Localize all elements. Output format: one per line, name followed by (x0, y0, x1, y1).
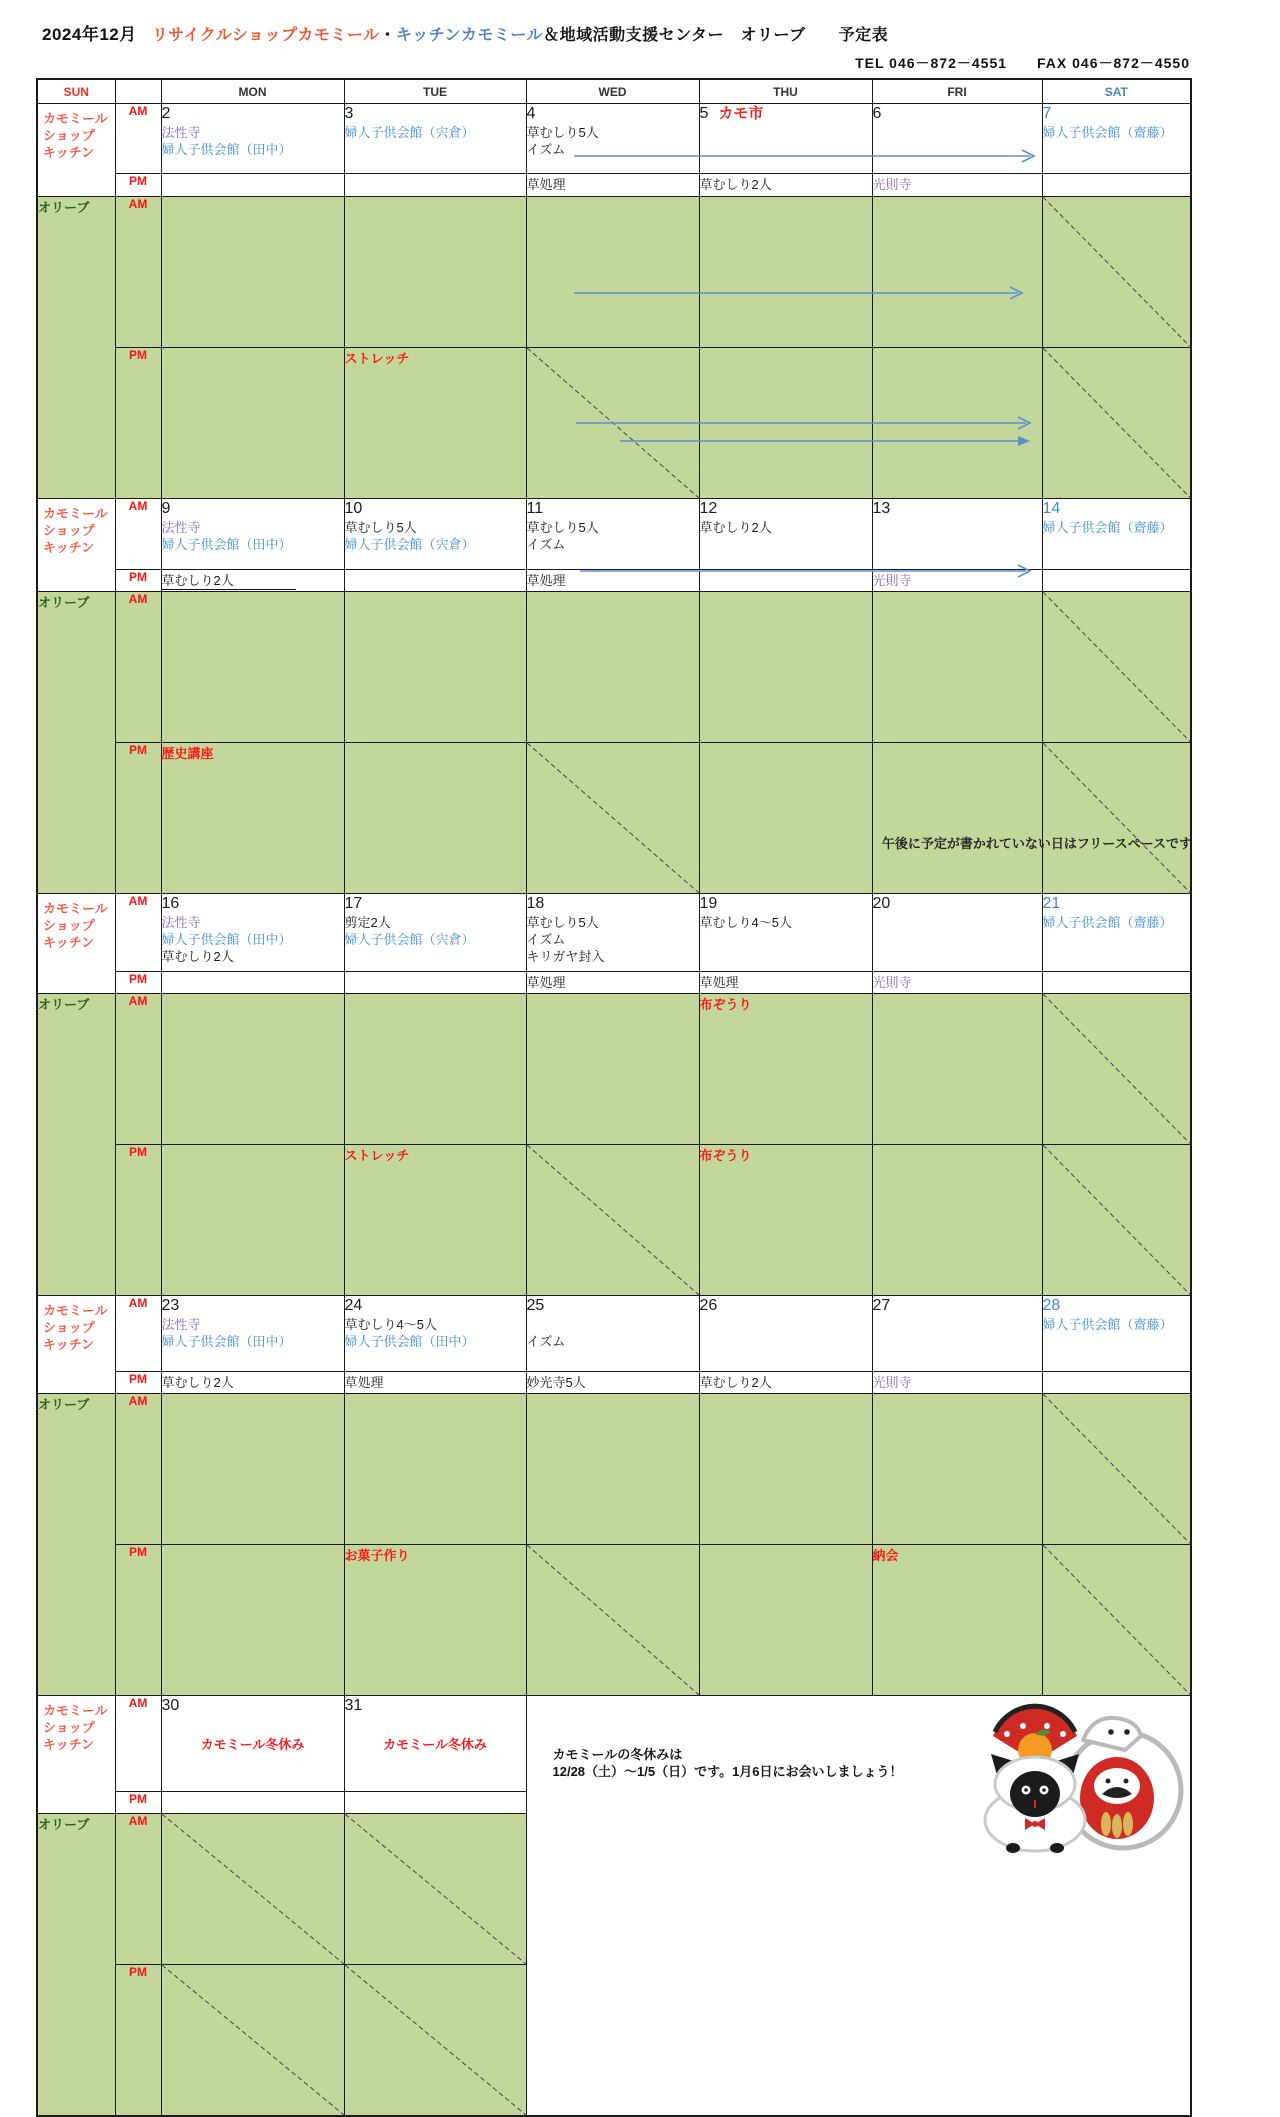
cell-w4-fri-pm: 光則寺 (872, 1372, 1042, 1394)
cell-w1-wed-olive-am (526, 197, 699, 348)
closed-diagonal-line (1043, 743, 1191, 893)
cell-w3-thu-olive-pm: 布ぞうり (699, 1145, 872, 1296)
pm-label: PM (115, 348, 161, 499)
cell-w2-mon-olive-pm: 歴史講座 (161, 743, 344, 894)
header-mon: MON (161, 79, 344, 104)
cell-w5-tue-am: 31 カモミール冬休み (344, 1696, 526, 1792)
closed-diagonal-line (345, 1814, 526, 1964)
header-sat: SAT (1042, 79, 1191, 104)
closed-cell-w3-sat-olive-pm (1042, 1145, 1191, 1296)
cell-w1-wed-pm: 草処理 (526, 174, 699, 197)
cell-w3-fri-am: 20 (872, 894, 1042, 972)
closed-cell-w5-mon-olive-pm (161, 1965, 344, 2117)
cell-w3-wed-am: 18 草むしり5人 イズム キリガヤ封入 (526, 894, 699, 972)
cell-w4-mon-olive-pm (161, 1545, 344, 1696)
closed-cell-w1-sat-olive-pm (1042, 348, 1191, 499)
closed-diagonal-line (527, 1145, 699, 1295)
cell-w1-mon-pm (161, 174, 344, 197)
group-label-chamomile: カモミール ショップ キッチン (37, 1696, 115, 1814)
winter-break-message: カモミールの冬休みは 12/28（土）～1/5（日）です。1月6日にお会いしましょう！ (552, 1747, 903, 1779)
cell-w3-fri-olive-pm (872, 1145, 1042, 1296)
am-label: AM (115, 104, 161, 174)
cell-w1-thu-pm: 草むしり2人 (699, 174, 872, 197)
group-label-chamomile: カモミール ショップ キッチン (37, 104, 115, 197)
closed-cell-w1-wed-olive-pm (526, 348, 699, 499)
cell-w4-fri-olive-am (872, 1394, 1042, 1545)
cell-w4-thu-olive-pm (699, 1545, 872, 1696)
cell-w3-sat-am: 21 婦人子供会館（齋藤） (1042, 894, 1191, 972)
cell-w4-tue-olive-am (344, 1394, 526, 1545)
cell-w4-tue-am: 24 草むしり4～5人 婦人子供会館（田中） (344, 1296, 526, 1372)
group-label-olive: オリーブ (37, 592, 115, 894)
winter-break-note: カモミール冬休み (200, 1737, 305, 1752)
closed-cell-w3-wed-olive-pm (526, 1145, 699, 1296)
cell-w2-tue-pm (344, 570, 526, 592)
closed-diagonal-line (1043, 348, 1191, 498)
cell-w2-fri-olive-am (872, 592, 1042, 743)
cell-w3-thu-olive-am: 布ぞうり (699, 994, 872, 1145)
am-label: AM (115, 197, 161, 348)
cell-w2-fri-am: 13 (872, 499, 1042, 570)
cell-w2-fri-pm: 光則寺 (872, 570, 1042, 592)
new-year-illustration (965, 1702, 1190, 1854)
cell-w3-fri-olive-am (872, 994, 1042, 1145)
cell-w4-fri-olive-pm: 納会 (872, 1545, 1042, 1696)
cell-w4-sat-pm (1042, 1372, 1191, 1394)
cell-w4-wed-am: 25 イズム (526, 1296, 699, 1372)
cell-w2-tue-olive-am (344, 592, 526, 743)
title-recycle-shop: リサイクルショップカモミール (151, 27, 380, 44)
cell-w3-tue-am: 17 剪定2人 婦人子供会館（宍倉） (344, 894, 526, 972)
cell-w1-fri-pm: 光則寺 (872, 174, 1042, 197)
cell-w3-tue-pm (344, 972, 526, 994)
closed-cell-w4-wed-olive-pm (526, 1545, 699, 1696)
weekday-header-row (37, 79, 1191, 104)
cell-w2-wed-am: 11 草むしり5人 イズム (526, 499, 699, 570)
cell-w2-sat-pm (1042, 570, 1191, 592)
closed-diagonal-line (527, 1545, 699, 1695)
closed-diagonal-line (345, 1965, 526, 2115)
cell-w3-tue-olive-pm: ストレッチ (344, 1145, 526, 1296)
cell-w3-wed-olive-am (526, 994, 699, 1145)
kamo-market-note: カモ市 (718, 105, 764, 122)
cell-w4-tue-olive-pm: お菓子作り (344, 1545, 526, 1696)
cell-w2-mon-pm: 草むしり2人 (161, 570, 344, 592)
cell-w3-thu-pm: 草処理 (699, 972, 872, 994)
closed-cell-w3-sat-olive-am (1042, 994, 1191, 1145)
group-label-olive: オリーブ (37, 1394, 115, 1696)
winter-break-note: カモミール冬休み (383, 1737, 487, 1752)
closed-diagonal-line (1043, 1545, 1191, 1695)
closed-diagonal-line (1043, 994, 1191, 1144)
cell-w2-thu-olive-am (699, 592, 872, 743)
cell-w4-mon-pm: 草むしり2人 (161, 1372, 344, 1394)
closed-diagonal-line (1043, 1145, 1191, 1295)
cell-w5-mon-am: 30 カモミール冬休み (161, 1696, 344, 1792)
cell-w4-wed-pm: 妙光寺5人 (526, 1372, 699, 1394)
closed-cell-w5-tue-olive-am (344, 1814, 526, 1965)
cell-w4-thu-am: 26 (699, 1296, 872, 1372)
cell-w1-wed-am: 4 草むしり5人 イズム (526, 104, 699, 174)
cell-w2-thu-pm (699, 570, 872, 592)
cell-w1-fri-olive-am (872, 197, 1042, 348)
cell-w3-fri-pm: 光則寺 (872, 972, 1042, 994)
cell-w4-fri-am: 27 (872, 1296, 1042, 1372)
group-label-olive: オリーブ (37, 197, 115, 499)
cell-w3-mon-pm (161, 972, 344, 994)
header-thu: THU (699, 79, 872, 104)
closed-diagonal-line (162, 1814, 344, 1964)
cell-w1-thu-olive-pm (699, 348, 872, 499)
closed-cell-w1-sat-olive-am (1042, 197, 1191, 348)
cell-w3-wed-pm: 草処理 (526, 972, 699, 994)
cell-w2-sat-am: 14 婦人子供会館（齋藤） (1042, 499, 1191, 570)
cell-w2-mon-olive-am (161, 592, 344, 743)
pm-label: PM (115, 174, 161, 197)
cell-w5-mon-pm (161, 1792, 344, 1814)
cell-w1-thu-am: 5 カモ市 (699, 104, 872, 174)
cell-w2-wed-pm: 草処理 (526, 570, 699, 592)
closed-diagonal-line (1043, 197, 1191, 347)
cell-w3-tue-olive-am (344, 994, 526, 1145)
title-kitchen: キッチンカモミール (396, 27, 544, 44)
cell-w1-mon-am: 2 法性寺 婦人子供会館（田中） (161, 104, 344, 174)
cell-w1-thu-olive-am (699, 197, 872, 348)
cell-w3-sat-pm (1042, 972, 1191, 994)
closed-diagonal-line (527, 348, 699, 498)
group-label-chamomile: カモミール ショップ キッチン (37, 499, 115, 592)
closed-diagonal-line (162, 1965, 344, 2115)
cell-w1-mon-olive-am (161, 197, 344, 348)
closed-cell-w2-sat-olive-am (1042, 592, 1191, 743)
cell-w1-tue-am: 3 婦人子供会館（宍倉） (344, 104, 526, 174)
closed-cell-w2-sat-olive-pm (1042, 743, 1191, 894)
cell-w1-sat-am: 7 婦人子供会館（齋藤） (1042, 104, 1191, 174)
cell-w1-sat-pm (1042, 174, 1191, 197)
header-fri: FRI (872, 79, 1042, 104)
header-sun: SUN (37, 79, 115, 104)
closed-cell-w2-wed-olive-pm (526, 743, 699, 894)
cell-w4-sat-am: 28 婦人子供会館（齋藤） (1042, 1296, 1191, 1372)
title-rest: ＆地域活動支援センター オリーブ 予定表 (543, 27, 889, 44)
group-label-olive: オリーブ (37, 994, 115, 1296)
winter-break-message-area (526, 1696, 1191, 2117)
cell-w2-fri-olive-pm (872, 743, 1042, 894)
closed-diagonal-line (527, 743, 699, 893)
title-month: 2024年12月 (42, 25, 137, 44)
group-label-chamomile: カモミール ショップ キッチン (37, 894, 115, 994)
cell-w1-tue-pm (344, 174, 526, 197)
cell-w2-tue-am: 10 草むしり5人 婦人子供会館（宍倉） (344, 499, 526, 570)
free-space-footnote: 午後に予定が書かれていない日はフリースペースです (881, 836, 1192, 851)
header-ampm-spacer (115, 79, 161, 104)
cell-w4-mon-olive-am (161, 1394, 344, 1545)
group-label-chamomile: カモミール ショップ キッチン (37, 1296, 115, 1394)
cell-w5-tue-pm (344, 1792, 526, 1814)
group-label-olive: オリーブ (37, 1814, 115, 2117)
schedule-table: SUN MON TUE WED THU FRI SAT カモミール ショップ キッチン AM 2 法性寺 婦人子供会館（田中） 3 婦人子供会館（宍倉） 4 草むしり5人 イズム 5 カモ市 6 7 婦人子供会館（齋藤） PM 草処理 草むしり2人 光則寺 オリーブ AM PM ストレッチ カモミール ショップ キッチン AM 9 法性寺 婦人子供会館（田中） 10 草むしり5人 婦人子供会館（宍倉） 11 草むしり5人 イズム 12 草むしり2人 13 14 婦人子供会館（齋藤） PM 草むしり2人 草処理 光則寺 オリーブ AM PM 歴史講座 カモミール ショップ キッチン AM 16 法性寺 婦人子供会館（田中） 草むしり2人 17 剪定2人 婦人子供会館（宍倉） 18 草むしり5人 イズム キリガヤ封入 19 草むしり4～5人 20 21 婦人子供会館（齋藤） PM 草処理 草処理 光則寺 オリーブ AM 布ぞうり PM ストレッチ 布ぞうり カモミール ショップ キッチン AM 23 法性寺 婦人子供会館（田中） 24 草むしり4～5人 婦人子供会館（田中） 25 イズム 26 27 28 婦人子供会館（齋藤） PM 草むしり2人 草処理 妙光寺5人 草むしり2人 光則寺 オリーブ AM PM お菓子作り 納会 カモミール ショップ キッチン AM 30 カモミール冬休み 31 カモミール冬休み カモミールの冬休みは 12/28（土）～1/5（日）です。1月6日にお会いしましょう！ PM オリーブ AM PM (36, 78, 1192, 2117)
cell-w2-thu-am: 12 草むしり2人 (699, 499, 872, 570)
cell-w2-tue-olive-pm (344, 743, 526, 894)
closed-diagonal-line (1043, 1394, 1191, 1544)
cell-w3-mon-am: 16 法性寺 婦人子供会館（田中） 草むしり2人 (161, 894, 344, 972)
closed-cell-w4-sat-olive-pm (1042, 1545, 1191, 1696)
cell-w1-tue-olive-pm: ストレッチ (344, 348, 526, 499)
cell-w4-wed-olive-am (526, 1394, 699, 1545)
cell-w3-mon-olive-am (161, 994, 344, 1145)
cell-w2-mon-am: 9 法性寺 婦人子供会館（田中） (161, 499, 344, 570)
header-wed: WED (526, 79, 699, 104)
cell-w4-tue-pm: 草処理 (344, 1372, 526, 1394)
cell-w1-tue-olive-am (344, 197, 526, 348)
cell-w1-mon-olive-pm (161, 348, 344, 499)
cell-w1-fri-olive-pm (872, 348, 1042, 499)
cell-w3-mon-olive-pm (161, 1145, 344, 1296)
page-title: 2024年12月 リサイクルショップカモミール・キッチンカモミール＆地域活動支援センター オリーブ 予定表 (42, 25, 889, 44)
cell-w2-wed-olive-am (526, 592, 699, 743)
closed-cell-w4-sat-olive-am (1042, 1394, 1191, 1545)
cell-w2-thu-olive-pm (699, 743, 872, 894)
cell-w1-fri-am: 6 (872, 104, 1042, 174)
header-tue: TUE (344, 79, 526, 104)
cell-w4-mon-am: 23 法性寺 婦人子供会館（田中） (161, 1296, 344, 1372)
cell-w4-thu-olive-am (699, 1394, 872, 1545)
cell-w4-thu-pm: 草むしり2人 (699, 1372, 872, 1394)
tel-fax-line: TEL 046－872－4551 FAX 046－872－4550 (855, 55, 1190, 71)
closed-cell-w5-mon-olive-am (161, 1814, 344, 1965)
closed-cell-w5-tue-olive-pm (344, 1965, 526, 2117)
closed-diagonal-line (1043, 592, 1191, 742)
cell-w3-thu-am: 19 草むしり4～5人 (699, 894, 872, 972)
